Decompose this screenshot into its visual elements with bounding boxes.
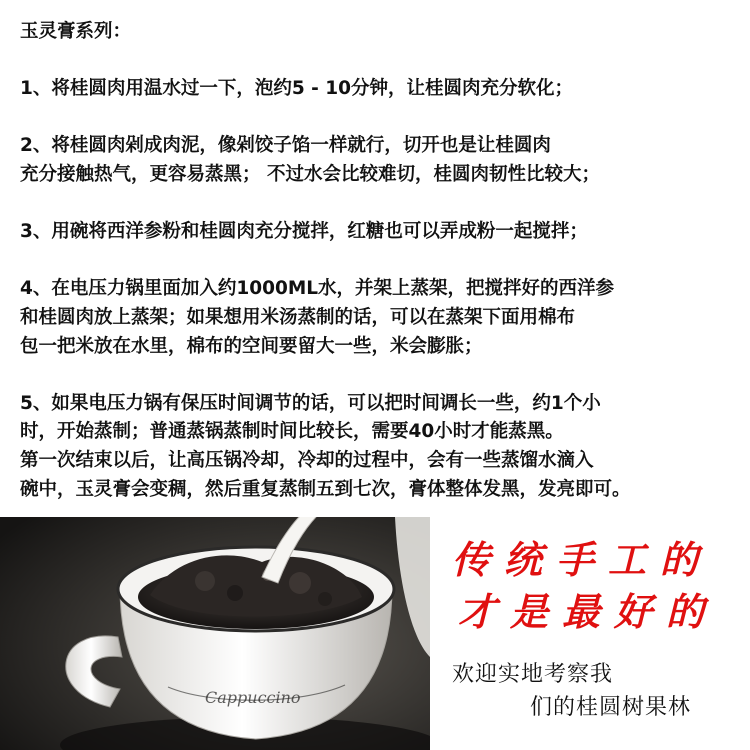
step-5-line-4: 碗中，玉灵膏会变稠，然后重复蒸制五到七次，膏体整体发黑，发亮即可。 xyxy=(20,478,631,500)
step-4-line-2: 和桂圆肉放上蒸架；如果想用米汤蒸制的话，可以在蒸架下面用棉布 xyxy=(20,306,576,328)
cup-lettering: Cappuccino xyxy=(205,688,301,707)
invite-line-2: 们的桂圆树果林 xyxy=(530,695,692,720)
step-2-line-1: 2、将桂圆肉剁成肉泥，像剁饺子馅一样就行，切开也是让桂圆肉 xyxy=(20,135,551,157)
step-2-line-2: 充分接触热气，更容易蒸黑； 不过水会比较难切，桂圆肉韧性比较大； xyxy=(20,163,600,185)
step-1-line-1: 1、将桂圆肉用温水过一下，泡约5 - 10分钟，让桂圆肉充分软化； xyxy=(20,78,574,100)
product-photo xyxy=(0,517,430,750)
step-3-line-1: 3、用碗将西洋参粉和桂圆肉充分搅拌，红糖也可以弄成粉一起搅拌； xyxy=(20,221,588,243)
step-4-line-3: 包一把米放在水里，棉布的空间要留大一些，米会膨胀； xyxy=(20,335,483,357)
step-5-line-2: 时，开始蒸制；普通蒸锅蒸制时间比较长，需要40小时才能蒸黑。 xyxy=(20,421,564,443)
invite-line-1: 欢迎实地考察我 xyxy=(452,662,614,687)
promo-line-2: 才是最好的 xyxy=(458,589,719,634)
instructions-text xyxy=(20,18,746,504)
cup-of-paste-image xyxy=(0,517,430,750)
section-title: 玉灵膏系列： xyxy=(20,21,132,42)
step-4-line-1: 4、在电压力锅里面加入约1000ML水，并架上蒸架，把搅拌好的西洋参 xyxy=(20,278,615,300)
step-5-line-3: 第一次结束以后，让高压锅冷却，冷却的过程中，会有一些蒸馏水滴入 xyxy=(20,449,594,471)
promo-line-1: 传统手工的 xyxy=(452,537,713,582)
step-5-line-1: 5、如果电压力锅有保压时间调节的话，可以把时间调长一些，约1个小 xyxy=(20,392,601,414)
